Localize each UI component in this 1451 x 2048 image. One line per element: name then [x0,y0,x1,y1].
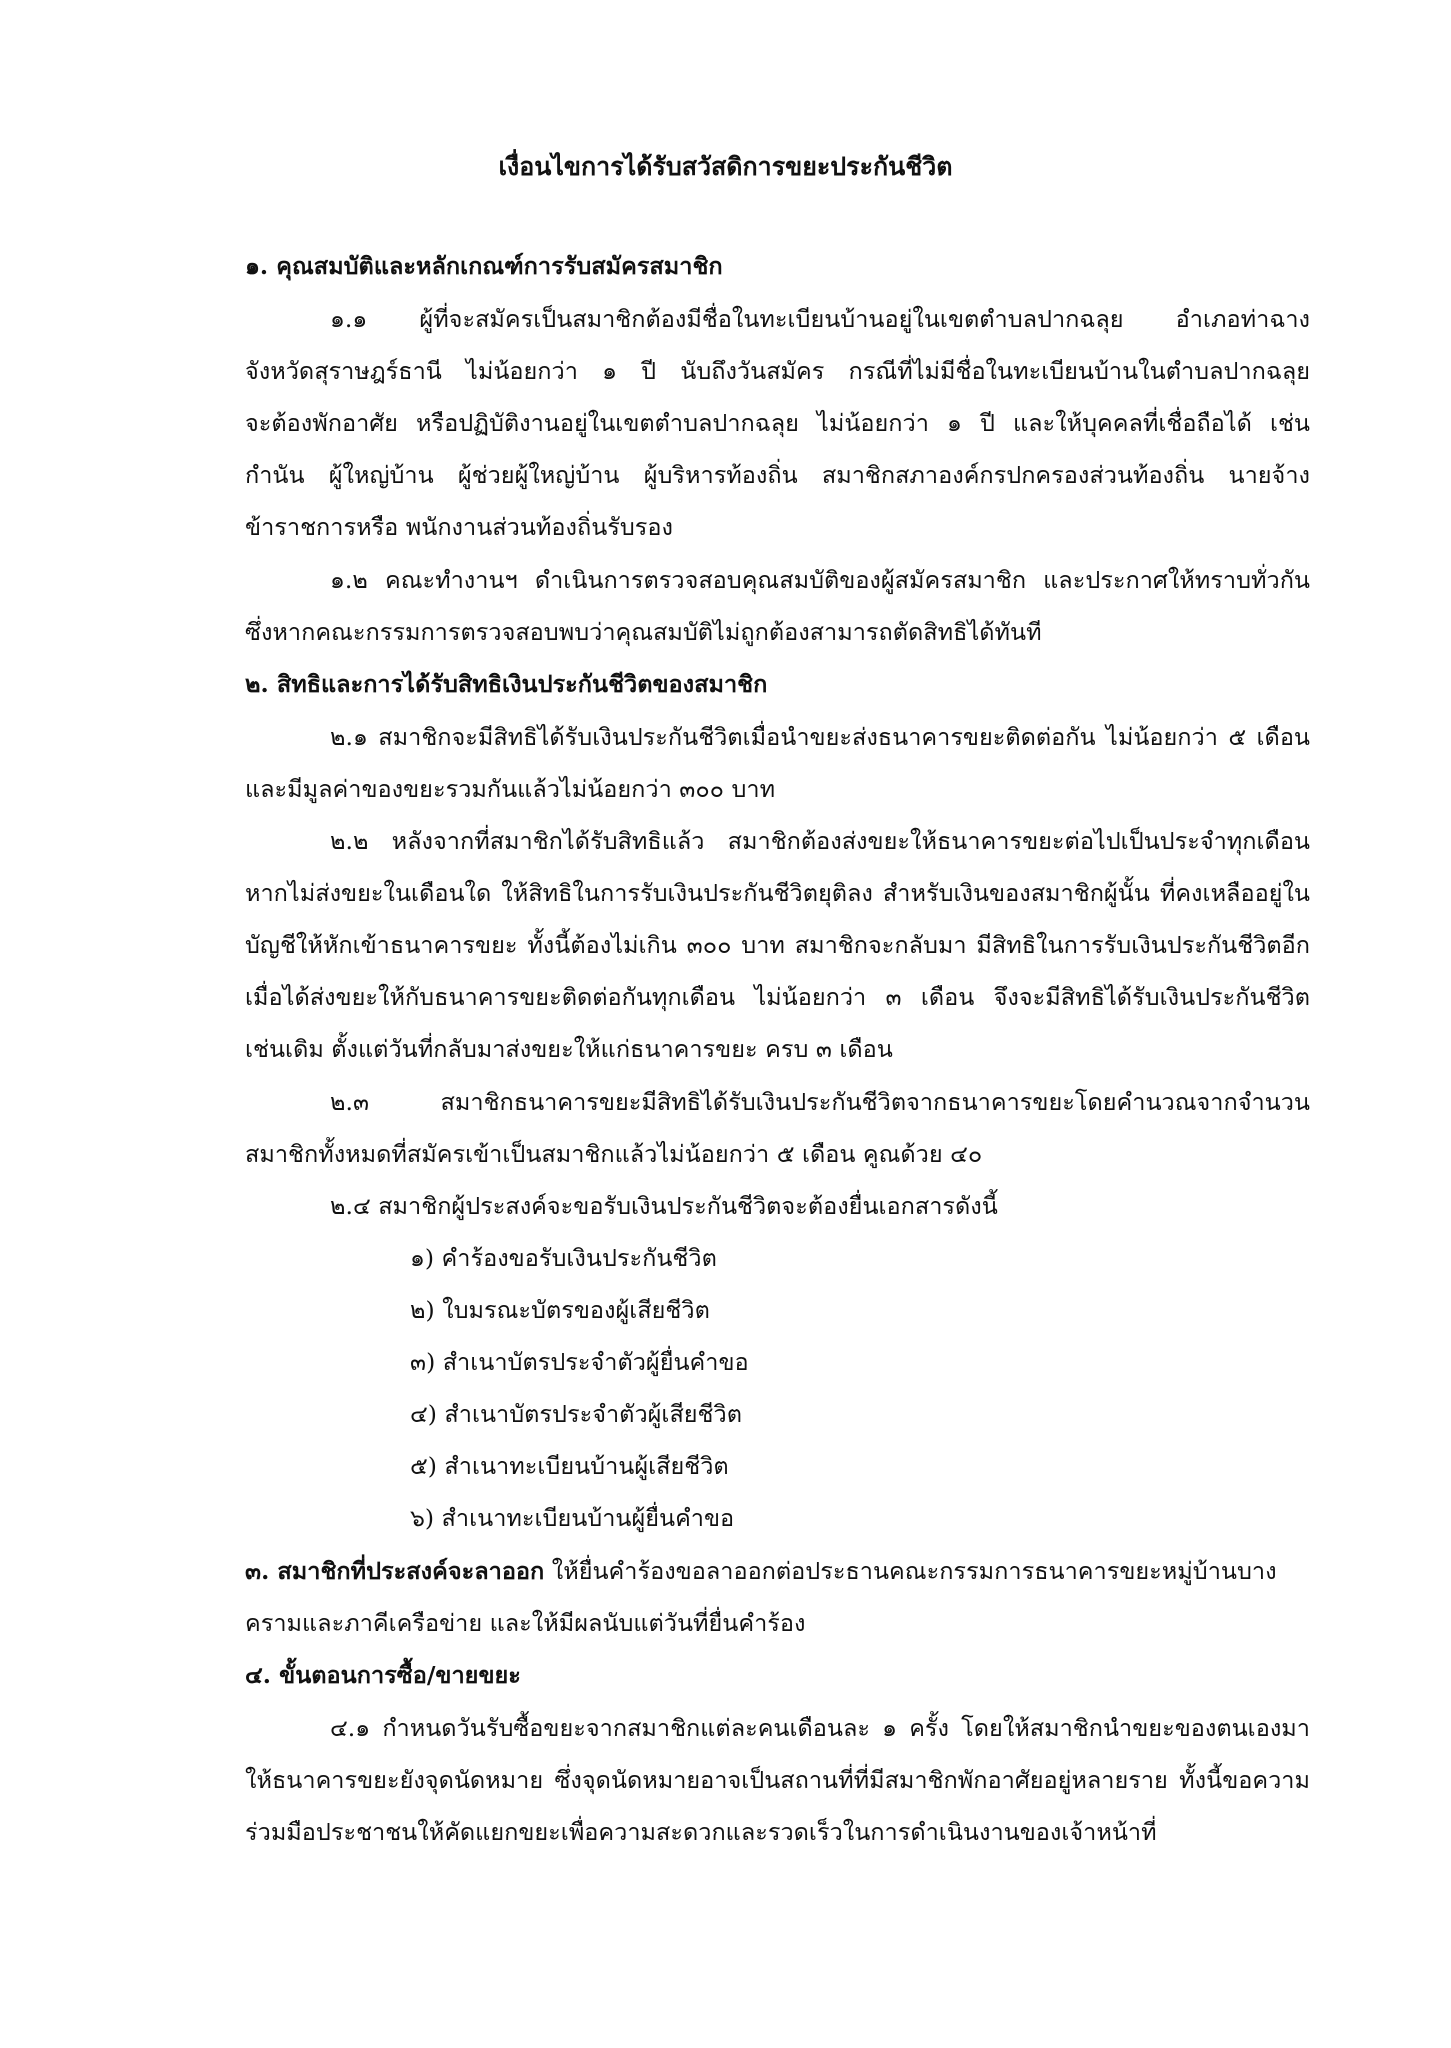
paragraph-2-3-line-1: ๒.๓ สมาชิกธนาคารขยะมีสิทธิได้รับเงินประกันชีวิตจากธนาคารขยะโดยคำนวณจากจำนวน [330,1088,1310,1116]
section-2-heading: ๒. สิทธิและการได้รับสิทธิเงินประกันชีวิตของสมาชิก [245,670,768,698]
paragraph-2-2-line-1: ๒.๒ หลังจากที่สมาชิกได้รับสิทธิแล้ว สมาชิกต้องส่งขยะให้ธนาคารขยะต่อไปเป็นประจำทุกเดือน [330,827,1310,855]
document-list-item: ๖) สำเนาทะเบียนบ้านผู้ยื่นคำขอ [410,1504,735,1532]
paragraph-2-2-line-2: หากไม่ส่งขยะในเดือนใด ให้สิทธิในการรับเงินประกันชีวิตยุติลง สำหรับเงินของสมาชิกผู้นั้น ที่คงเหลืออยู่ใน [245,879,1310,907]
paragraph-1-2-line-2: ซึ่งหากคณะกรรมการตรวจสอบพบว่าคุณสมบัติไม่ถูกต้องสามารถตัดสิทธิได้ทันที [245,618,1042,646]
paragraph-4-1-line-1: ๔.๑ กำหนดวันรับซื้อขยะจากสมาชิกแต่ละคนเดือนละ ๑ ครั้ง โดยให้สมาชิกนำขยะของตนเองมา [330,1714,1310,1742]
paragraph-1-1-line-5: ข้าราชการหรือ พนักงานส่วนท้องถิ่นรับรอง [245,513,674,541]
paragraph-2-3-line-2: สมาชิกทั้งหมดที่สมัครเข้าเป็นสมาชิกแล้วไม่น้อยกว่า ๕ เดือน คูณด้วย ๔๐ [245,1140,983,1168]
document-list-item: ๔) สำเนาบัตรประจำตัวผู้เสียชีวิต [410,1400,742,1428]
paragraph-4-1-line-2: ให้ธนาคารขยะยังจุดนัดหมาย ซึ่งจุดนัดหมายอาจเป็นสถานที่ที่มีสมาชิกพักอาศัยอยู่หลายราย ทั้งนี้ขอความ [245,1766,1310,1794]
document-title: เงื่อนไขการได้รับสวัสดิการขยะประกันชีวิต [498,152,953,181]
paragraph-1-1-line-4: กำนัน ผู้ใหญ่บ้าน ผู้ช่วยผู้ใหญ่บ้าน ผู้บริหารท้องถิ่น สมาชิกสภาองค์กรปกครองส่วนท้องถิ่น นายจ้าง [245,461,1310,489]
paragraph-4-1-line-3: ร่วมมือประชาชนให้คัดแยกขยะเพื่อความสะดวกและรวดเร็วในการดำเนินงานของเจ้าหน้าที่ [245,1818,1157,1846]
document-list-item: ๑) คำร้องขอรับเงินประกันชีวิต [410,1244,717,1272]
paragraph-2-2-line-3: บัญชีให้หักเข้าธนาคารขยะ ทั้งนี้ต้องไม่เกิน ๓๐๐ บาท สมาชิกจะกลับมา มีสิทธิในการรับเงินประกันชีวิตอีก [245,931,1310,959]
section-1-heading: ๑. คุณสมบัติและหลักเกณฑ์การรับสมัครสมาชิก [245,252,723,280]
paragraph-2-2-line-5: เช่นเดิม ตั้งแต่วันที่กลับมาส่งขยะให้แก่ธนาคารขยะ ครบ ๓ เดือน [245,1035,893,1063]
paragraph-2-4: ๒.๔ สมาชิกผู้ประสงค์จะขอรับเงินประกันชีวิตจะต้องยื่นเอกสารดังนี้ [330,1192,998,1220]
section-3-heading: ๓. สมาชิกที่ประสงค์จะลาออก [245,1557,545,1585]
paragraph-1-1-line-1: ๑.๑ ผู้ที่จะสมัครเป็นสมาชิกต้องมีชื่อในทะเบียนบ้านอยู่ในเขตตำบลปากฉลุย อำเภอท่าฉาง [330,305,1310,333]
section-3-line-1 [245,1554,1277,1588]
section-3-text: ให้ยื่นคำร้องขอลาออกต่อประธานคณะกรรมการธนาคารขยะหมู่บ้านบาง [544,1557,1277,1585]
paragraph-1-2-line-1: ๑.๒ คณะทำงานฯ ดำเนินการตรวจสอบคุณสมบัติของผู้สมัครสมาชิก และประกาศให้ทราบทั่วกัน [330,566,1310,594]
document-list-item: ๒) ใบมรณะบัตรของผู้เสียชีวิต [410,1296,710,1324]
paragraph-2-1-line-2: และมีมูลค่าของขยะรวมกันแล้วไม่น้อยกว่า ๓๐๐ บาท [245,775,776,803]
document-list-item: ๕) สำเนาทะเบียนบ้านผู้เสียชีวิต [410,1452,729,1480]
paragraph-2-2-line-4: เมื่อได้ส่งขยะให้กับธนาคารขยะติดต่อกันทุกเดือน ไม่น้อยกว่า ๓ เดือน จึงจะมีสิทธิได้รับเงินประกันชีวิต [245,983,1310,1011]
document-list-item: ๓) สำเนาบัตรประจำตัวผู้ยื่นคำขอ [410,1348,749,1376]
paragraph-1-1-line-2: จังหวัดสุราษฎร์ธานี ไม่น้อยกว่า ๑ ปี นับถึงวันสมัคร กรณีที่ไม่มีชื่อในทะเบียนบ้านในตำบลปากฉลุย [245,357,1310,385]
section-3-line-2: ครามและภาคีเครือข่าย และให้มีผลนับแต่วันที่ยื่นคำร้อง [245,1609,806,1637]
paragraph-2-1-line-1: ๒.๑ สมาชิกจะมีสิทธิได้รับเงินประกันชีวิตเมื่อนำขยะส่งธนาคารขยะติดต่อกัน ไม่น้อยกว่า ๕ เดือน [330,723,1310,751]
paragraph-1-1-line-3: จะต้องพักอาศัย หรือปฏิบัติงานอยู่ในเขตตำบลปากฉลุย ไม่น้อยกว่า ๑ ปี และให้บุคคลที่เชื่อถือได้ เช่น [245,409,1310,437]
section-4-heading: ๔. ขั้นตอนการซื้อ/ขายขยะ [245,1661,521,1689]
